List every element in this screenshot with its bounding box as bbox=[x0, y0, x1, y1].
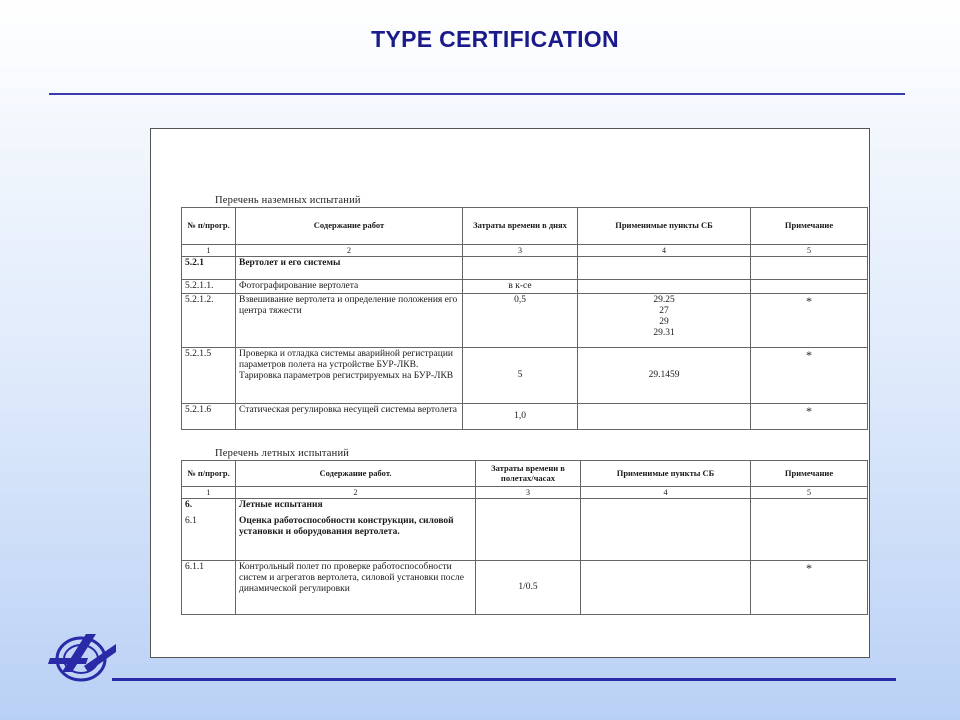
row-num: 5.2.1.2. bbox=[182, 294, 236, 348]
table-row bbox=[182, 294, 868, 348]
row-num: 5.2.1.1. bbox=[182, 280, 236, 294]
ground-tests-caption: Перечень наземных испытаний bbox=[215, 195, 361, 206]
row-note bbox=[751, 280, 868, 294]
row-num: 5.2.1.6 bbox=[182, 404, 236, 430]
row-points bbox=[578, 404, 751, 430]
table-row bbox=[182, 561, 868, 615]
row-content: Оценка работоспособности конструкции, силовой установки и оборудования вертолета. bbox=[236, 515, 476, 561]
row-time: в к-се bbox=[463, 280, 578, 294]
header-time: Затраты времени в днях bbox=[463, 208, 578, 245]
header-note: Примечание bbox=[751, 208, 868, 245]
row-note bbox=[751, 499, 868, 515]
bottom-divider bbox=[112, 678, 896, 681]
row-content: Летные испытания bbox=[236, 499, 476, 515]
col-number: 3 bbox=[463, 245, 578, 257]
table-row bbox=[182, 257, 868, 280]
slide-title: TYPE CERTIFICATION bbox=[371, 26, 619, 52]
row-num: 6.1.1 bbox=[182, 561, 236, 615]
row-note bbox=[751, 515, 868, 561]
col-number: 1 bbox=[182, 487, 236, 499]
row-time bbox=[476, 499, 581, 515]
row-time: 1,0 bbox=[463, 404, 578, 430]
row-num: 5.2.1.5 bbox=[182, 348, 236, 404]
row-time bbox=[463, 257, 578, 280]
row-time: 5 bbox=[463, 348, 578, 404]
row-content: Контрольный полет по проверке работоспособности систем и агрегатов вертолета, силовой установки после динамической регулировки bbox=[236, 561, 476, 615]
row-note bbox=[751, 257, 868, 280]
table-row bbox=[182, 348, 868, 404]
row-points bbox=[581, 561, 751, 615]
row-time bbox=[476, 515, 581, 561]
table-row bbox=[182, 515, 868, 561]
col-number: 4 bbox=[581, 487, 751, 499]
ground-tests-table bbox=[181, 207, 868, 430]
row-content: Вертолет и его системы bbox=[236, 257, 463, 280]
row-note: * bbox=[751, 561, 868, 615]
table-row bbox=[182, 280, 868, 294]
row-note: * bbox=[751, 294, 868, 348]
header-note: Примечание bbox=[751, 461, 868, 487]
col-number: 2 bbox=[236, 487, 476, 499]
flight-tests-table bbox=[181, 460, 868, 615]
col-number: 2 bbox=[236, 245, 463, 257]
flight-tests-caption: Перечень летных испытаний bbox=[215, 448, 350, 459]
row-points bbox=[581, 515, 751, 561]
header-points: Применимые пункты СБ bbox=[581, 461, 751, 487]
top-divider bbox=[49, 93, 905, 95]
row-content: Статическая регулировка несущей системы вертолета bbox=[236, 404, 463, 430]
row-num: 6.1 bbox=[182, 515, 236, 561]
row-points bbox=[578, 257, 751, 280]
row-points bbox=[578, 280, 751, 294]
col-number: 5 bbox=[751, 245, 868, 257]
header-content: Содержание работ bbox=[236, 208, 463, 245]
document-scan bbox=[150, 128, 870, 658]
header-points: Применимые пункты СБ bbox=[578, 208, 751, 245]
row-content: Фотографирование вертолета bbox=[236, 280, 463, 294]
table-row bbox=[182, 404, 868, 430]
row-points: 29.25 27 29 29.31 bbox=[578, 294, 751, 348]
row-content: Взвешивание вертолета и определение положения его центра тяжести bbox=[236, 294, 463, 348]
header-time: Затраты времени в полетах/часах bbox=[476, 461, 581, 487]
col-number: 1 bbox=[182, 245, 236, 257]
row-content: Проверка и отладка системы аварийной регистрации параметров полета на устройстве БУР-ЛКВ. Тарировка параметров регистрируемых на БУР-ЛКВ bbox=[236, 348, 463, 404]
row-points bbox=[581, 499, 751, 515]
col-number: 3 bbox=[476, 487, 581, 499]
table-row bbox=[182, 499, 868, 515]
row-num: 6. bbox=[182, 499, 236, 515]
row-note: * bbox=[751, 404, 868, 430]
row-points: 29.1459 bbox=[578, 348, 751, 404]
header-content: Содержание работ. bbox=[236, 461, 476, 487]
company-logo-icon bbox=[48, 628, 118, 684]
row-note: * bbox=[751, 348, 868, 404]
row-time: 1/0.5 bbox=[476, 561, 581, 615]
header-num: № п/прогр. bbox=[182, 461, 236, 487]
col-number: 4 bbox=[578, 245, 751, 257]
header-num: № п/прогр. bbox=[182, 208, 236, 245]
row-num: 5.2.1 bbox=[182, 257, 236, 280]
row-time: 0,5 bbox=[463, 294, 578, 348]
col-number: 5 bbox=[751, 487, 868, 499]
